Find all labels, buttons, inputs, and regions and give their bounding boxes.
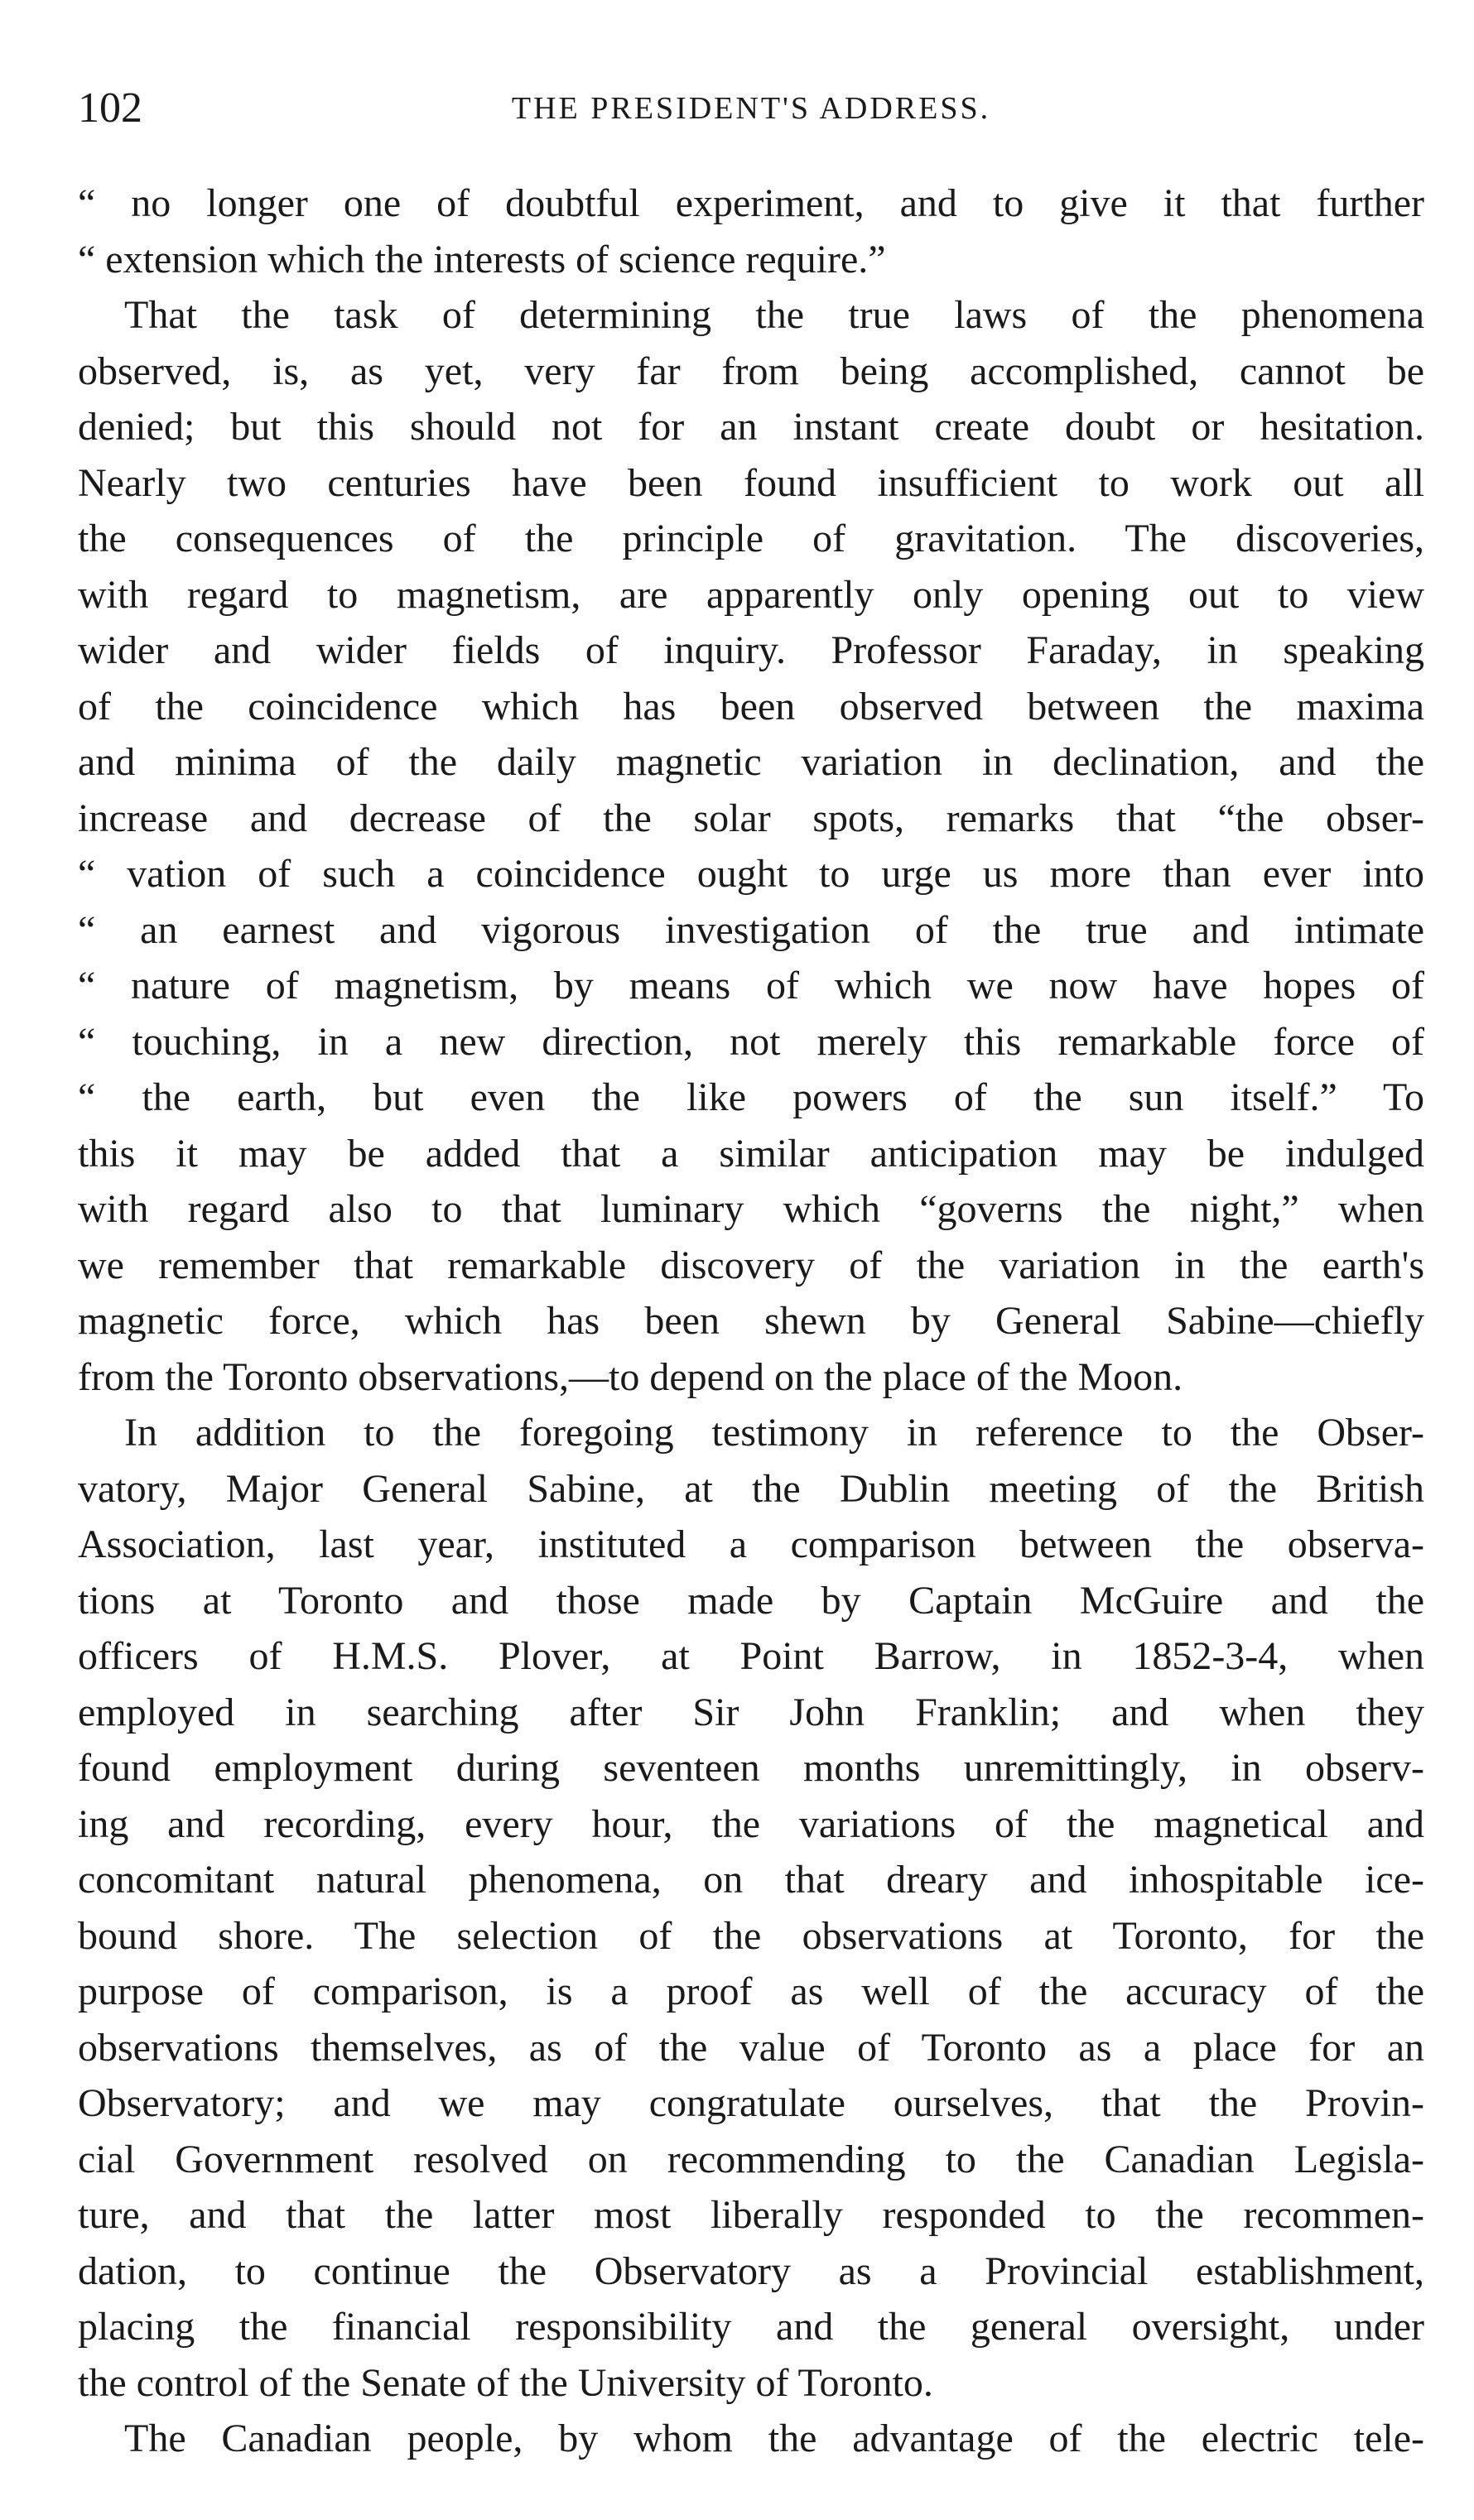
text-line: tions at Toronto and those made by Captain McGuire and the [78, 1578, 1424, 1623]
text-line: vatory, Major General Sabine, at the Dublin meeting of the British [78, 1466, 1424, 1511]
text-line: bound shore. The selection of the observations at Toronto, for the [78, 1913, 1424, 1958]
text-line: magnetic force, which has been shewn by General Sabine—chiefly [78, 1299, 1424, 1343]
text-line: the consequences of the principle of gravitation. The discoveries, [78, 517, 1424, 560]
text-line: ture, and that the latter most liberally responded to the recommen- [78, 2193, 1424, 2237]
text-line: with regard to magnetism, are apparently only opening out to view [78, 572, 1424, 617]
text-line: officers of H.M.S. Plover, at Point Barrow, in 1852-3-4, when [78, 1634, 1424, 1678]
text-line: “ extension which the interests of science require.” [78, 237, 886, 281]
text-line: placing the financial responsibility and the general oversight, under [78, 2305, 1424, 2349]
page-number: 102 [78, 84, 142, 132]
text-line: Observatory; and we may congratulate ourselves, that the Provin- [78, 2081, 1424, 2125]
text-line: That the task of determining the true laws of the phenomena [124, 293, 1424, 337]
running-head [78, 79, 1424, 137]
text-line: “ no longer one of doubtful experiment, and to give it that further [78, 181, 1424, 225]
text-line: we remember that remarkable discovery of the variation in the earth's [78, 1243, 1424, 1287]
text-line: concomitant natural phenomena, on that dreary and inhospitable ice- [78, 1858, 1424, 1902]
text-line: this it may be added that a similar anticipation may be indulged [78, 1131, 1424, 1176]
text-line: cial Government resolved on recommending to the Canadian Legisla- [78, 2137, 1424, 2181]
body-text [78, 176, 1424, 2467]
text-line: “ nature of magnetism, by means of which we now have hopes of [78, 964, 1424, 1008]
text-line: employed in searching after Sir John Franklin; and when they [78, 1690, 1424, 1734]
text-line: from the Toronto observations,—to depend on the place of the Moon. [78, 1354, 1183, 1399]
text-line: with regard also to that luminary which “governs the night,” when [78, 1187, 1424, 1231]
text-line: Association, last year, instituted a comparison between the observa- [78, 1522, 1424, 1566]
text-line: “ touching, in a new direction, not merely this remarkable force of [78, 1019, 1424, 1064]
text-line: observations themselves, as of the value of Toronto as a place for an [78, 2025, 1424, 2070]
text-line: “ the earth, but even the like powers of the sun itself.” To [78, 1075, 1424, 1119]
text-line: purpose of comparison, is a proof as well of the accuracy of the [78, 1969, 1424, 2013]
running-title: THE PRESIDENT'S ADDRESS. [511, 91, 991, 126]
text-line: observed, is, as yet, very far from being accomplished, cannot be [78, 349, 1424, 393]
text-line: Nearly two centuries have been found insufficient to work out all [78, 460, 1424, 505]
text-line: “ vation of such a coincidence ought to urge us more than ever into [78, 852, 1424, 896]
text-line: found employment during seventeen months unremittingly, in observ- [78, 1746, 1424, 1790]
text-line: increase and decrease of the solar spots, remarks that “the obser- [78, 796, 1424, 840]
text-line: the control of the Senate of the University of Toronto. [78, 2360, 933, 2405]
text-line: dation, to continue the Observatory as a Provincial establishment, [78, 2248, 1424, 2293]
text-line: and minima of the daily magnetic variation in declination, and the [78, 740, 1424, 784]
text-line: wider and wider fields of inquiry. Professor Faraday, in speaking [78, 628, 1424, 672]
text-line: “ an earnest and vigorous investigation of the true and intimate [78, 907, 1424, 952]
text-line: The Canadian people, by whom the advantage of the electric tele- [124, 2417, 1424, 2460]
text-line: of the coincidence which has been observed between the maxima [78, 684, 1424, 729]
text-line: denied; but this should not for an instant create doubt or hesitation. [78, 405, 1424, 449]
text-line: In addition to the foregoing testimony in reference to the Obser- [124, 1411, 1424, 1455]
text-line: ing and recording, every hour, the variations of the magnetical and [78, 1801, 1424, 1846]
